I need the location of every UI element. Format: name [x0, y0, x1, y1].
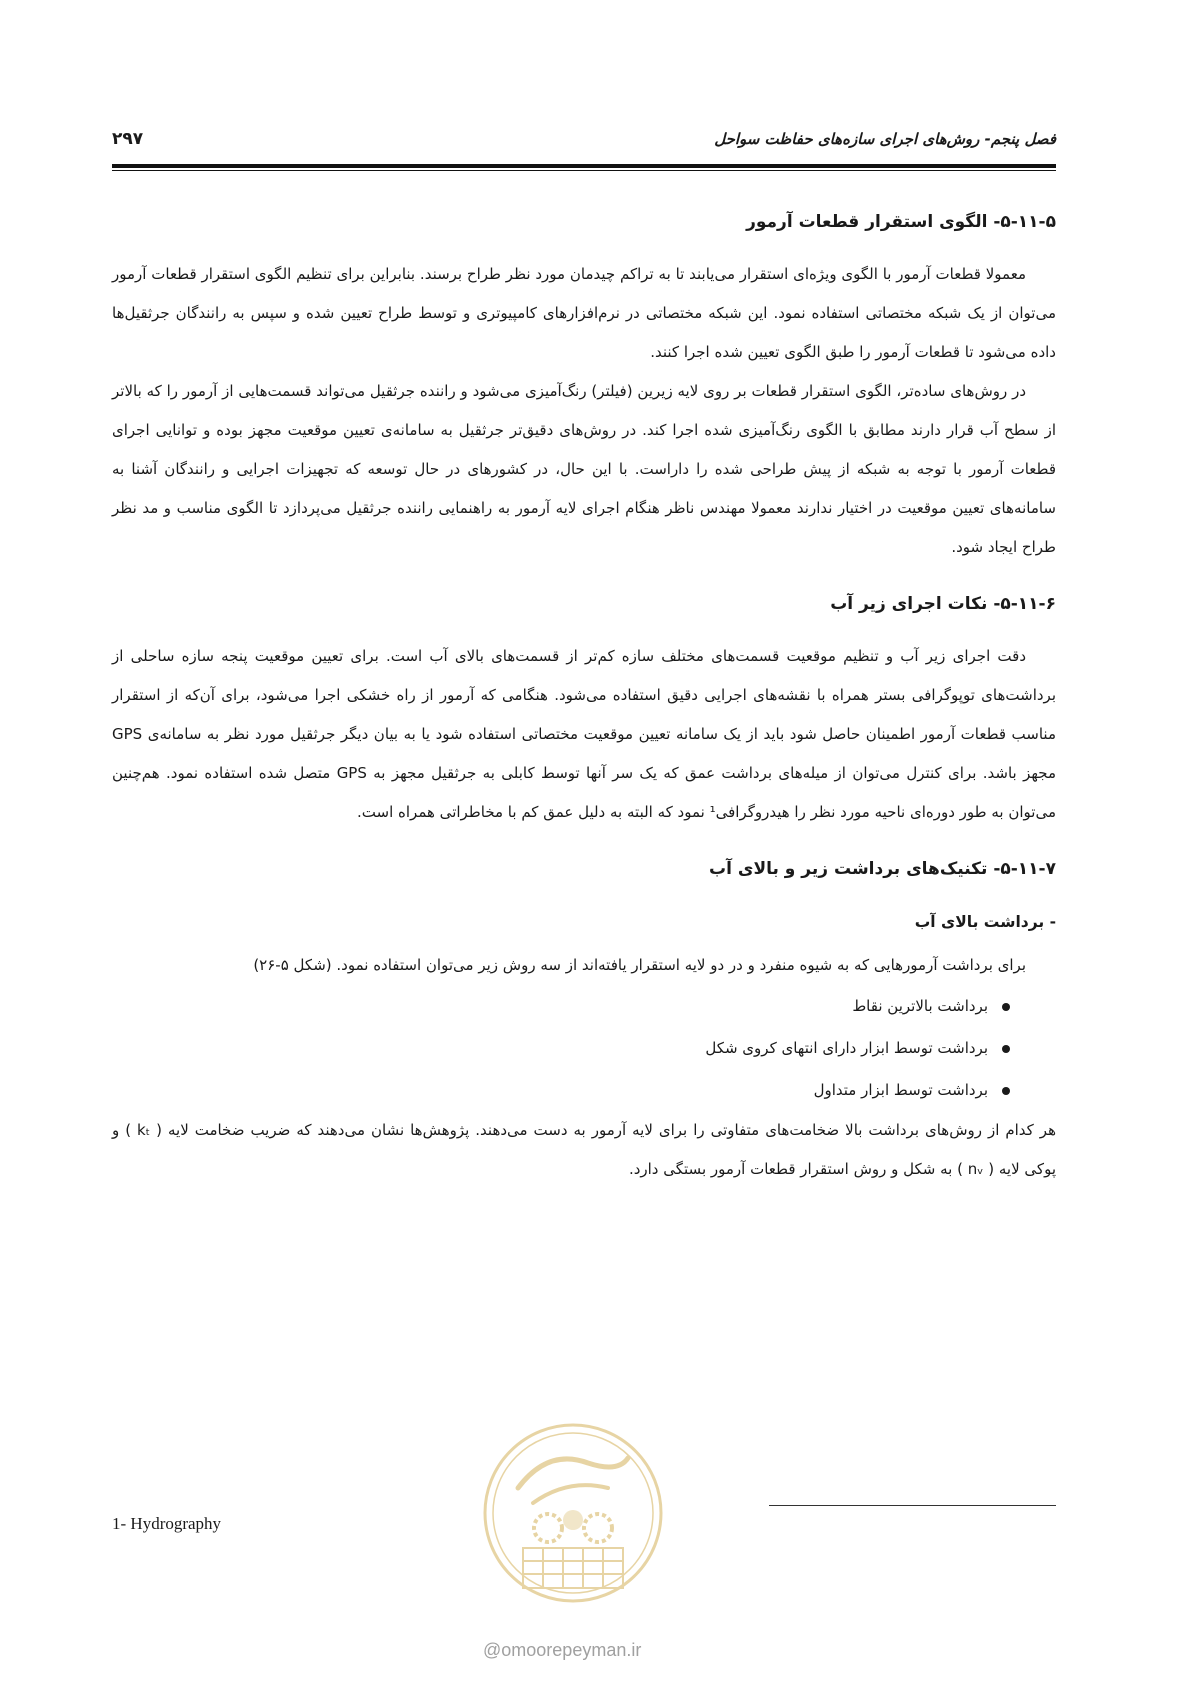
section-heading: ۵-۱۱-۷- تکنیک‌های برداشت زیر و بالای آب — [709, 859, 1056, 879]
page-header — [112, 128, 1056, 150]
section-heading: ۵-۱۱-۵- الگوی استقرار قطعات آرمور — [746, 212, 1056, 232]
watermark-seal-icon — [478, 1418, 668, 1608]
page-number: ۲۹۷ — [112, 129, 144, 149]
bullet-dot-icon — [1002, 1045, 1010, 1053]
paragraph: برای برداشت آرمورهایی که به شیوه منفرد و در دو لایه استقرار یافته‌اند از سه روش زیر می‌توان استفاده نمود. (شکل ۵-۲۶) — [253, 956, 1026, 974]
footnote-rule — [769, 1505, 1056, 1506]
footnote: 1- Hydrography — [112, 1514, 222, 1533]
paragraph: معمولا قطعات آرمور با الگوی ویژه‌ای استقرار می‌یابند تا به تراکم چیدمان مورد نظر طراح برسند. بنابراین برای تنظیم الگوی استقرار قطعات آرمور می‌توان از یک شبکه مختصاتی استفاده نمود. این شبکه مختصاتی در نرم‌افزارهای کامپیوتری و توسط طراح تعیین شده و سپس به رانندگان جرثقیل‌ها داده می‌شود تا قطعات آرمور را طبق الگوی تعیین شده اجرا کنند. — [112, 265, 1056, 361]
bullet-text: برداشت توسط ابزار دارای انتهای کروی شکل — [705, 1039, 988, 1057]
bullet-item — [112, 985, 1010, 1027]
header-rule-thin — [112, 170, 1056, 171]
watermark-site-text: @omoorepeyman.ir — [483, 1640, 642, 1660]
bullet-item — [112, 1027, 1010, 1069]
bullet-text: برداشت توسط ابزار متداول — [813, 1081, 988, 1099]
bullet-dot-icon — [1002, 1087, 1010, 1095]
bullet-item — [112, 1069, 1010, 1111]
header-rule-thick — [112, 164, 1056, 168]
section-heading: ۵-۱۱-۶- نکات اجرای زیر آب — [830, 594, 1056, 614]
bullet-list — [112, 985, 1056, 1111]
running-title: فصل پنجم- روش‌های اجرای سازه‌های حفاظت سواحل — [714, 130, 1056, 148]
sub-heading: - برداشت بالای آب — [914, 913, 1056, 931]
paragraph: دقت اجرای زیر آب و تنظیم موقعیت قسمت‌های مختلف سازه کم‌تر از قسمت‌های بالای آب است. برای تعیین موقعیت پنجه سازه ساحلی از برداشت‌های توپوگرافی بستر همراه با نقشه‌های اجرایی دقیق استفاده می‌شود. هنگامی که آرمور از راه خشکی اجرا می‌شود، برای آن‌که از استقرار مناسب قطعات آرمور اطمینان حاصل شود باید از یک سامانه تعیین موقعیت مختصاتی استفاده شود یا به بیان دیگر جرثقیل مورد نظر به سامانه‌ی GPS مجهز باشد. برای کنترل می‌توان از میله‌های برداشت عمق که یک سر آنها توسط کابلی به جرثقیل مجهز به GPS متصل شده استفاده نمود. هم‌چنین می‌توان به طور دوره‌ای ناحیه مورد نظر را هیدروگرافی¹ نمود که البته به دلیل عمق کم با مخاطراتی همراه است. — [112, 647, 1056, 821]
paragraph: هر کدام از روش‌های برداشت بالا ضخامت‌های متفاوتی را برای لایه آرمور به دست می‌دهند. پژوهش‌ها نشان می‌دهند که ضریب ضخامت لایه ( kₜ ) و پوکی لایه ( nᵥ ) به شکل و روش استقرار قطعات آرمور بستگی دارد. — [112, 1121, 1056, 1178]
page-body — [112, 205, 1056, 1189]
bullet-dot-icon — [1002, 1003, 1010, 1011]
paragraph: در روش‌های ساده‌تر، الگوی استقرار قطعات بر روی لایه زیرین (فیلتر) رنگ‌آمیزی می‌شود و راننده جرثقیل می‌تواند قسمت‌هایی از آرمور را که بالاتر از سطح آب قرار دارند مطابق با الگوی رنگ‌آمیزی شده اجرا کند. در روش‌های دقیق‌تر جرثقیل به سامانه‌ی تعیین موقعیت مجهز بوده و توانایی اجرای قطعات آرمور با توجه به شبکه از پیش طراحی شده را داراست. با این حال، در کشورهای در حال توسعه که تجهیزات اجرایی و رانندگان آشنا به سامانه‌های تعیین موقعیت در اختیار ندارند معمولا مهندس ناظر هنگام اجرای لایه آرمور به راهنمایی راننده جرثقیل می‌پردازد تا الگوی مناسب و مد نظر طراح ایجاد شود. — [112, 382, 1056, 556]
bullet-text: برداشت بالاترین نقاط — [852, 997, 988, 1015]
